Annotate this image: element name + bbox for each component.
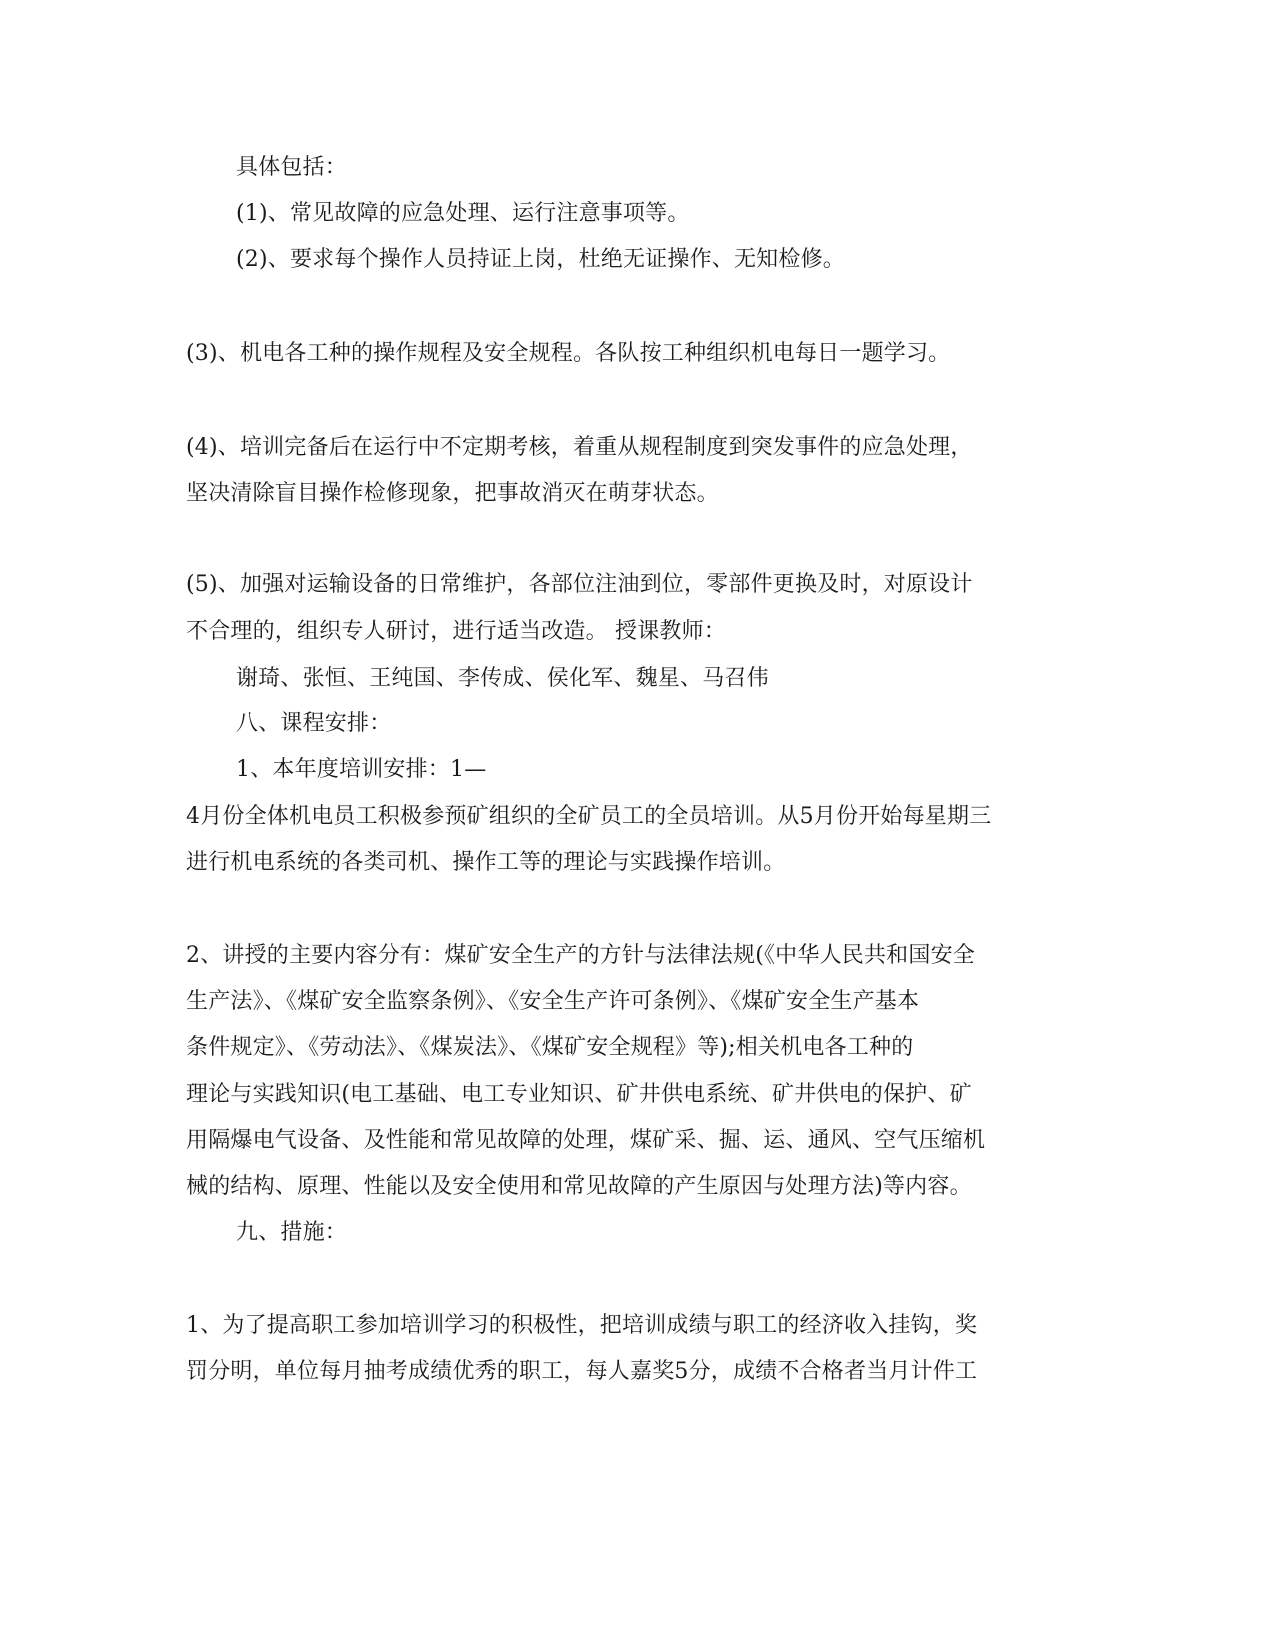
text-line: 2、讲授的主要内容分有：煤矿安全生产的方针与法律法规(《中华人民共和国安全 bbox=[186, 943, 975, 968]
text-line: 1、本年度培训安排：1— bbox=[236, 757, 487, 782]
text-line: 械的结构、原理、性能以及安全使用和常见故障的产生原因与处理方法)等内容。 bbox=[186, 1174, 972, 1199]
text-line: 用隔爆电气设备、及性能和常见故障的处理，煤矿采、掘、运、通风、空气压缩机 bbox=[186, 1128, 986, 1153]
text-line: 4月份全体机电员工积极参预矿组织的全矿员工的全员培训。从5月份开始每星期三 bbox=[186, 804, 992, 829]
text-line: (2)、要求每个操作人员持证上岗，杜绝无证操作、无知检修。 bbox=[236, 247, 845, 272]
text-line: (4)、培训完备后在运行中不定期考核，着重从规程制度到突发事件的应急处理， bbox=[186, 435, 973, 460]
text-line: 罚分明，单位每月抽考成绩优秀的职工，每人嘉奖5分，成绩不合格者当月计件工 bbox=[186, 1359, 978, 1384]
text-line: 坚决清除盲目操作检修现象，把事故消灭在萌芽状态。 bbox=[186, 481, 719, 506]
section-heading: 九、措施： bbox=[236, 1220, 348, 1245]
section-heading: 八、课程安排： bbox=[236, 711, 392, 736]
text-line: 谢琦、张恒、王纯国、李传成、侯化军、魏星、马召伟 bbox=[236, 666, 769, 691]
text-line: 具体包括： bbox=[236, 155, 348, 180]
text-line: (5)、加强对运输设备的日常维护，各部位注油到位，零部件更换及时，对原设计 bbox=[186, 572, 973, 597]
text-line: 不合理的，组织专人研讨，进行适当改造。 授课教师： bbox=[186, 619, 726, 644]
text-line: 条件规定》、《劳动法》、《煤炭法》、《煤矿安全规程》等);相关机电各工种的 bbox=[186, 1035, 914, 1060]
text-line: (1)、常见故障的应急处理、运行注意事项等。 bbox=[236, 201, 690, 226]
text-line: 进行机电系统的各类司机、操作工等的理论与实践操作培训。 bbox=[186, 850, 786, 875]
text-line: 生产法》、《煤矿安全监察条例》、《安全生产许可条例》、《煤矿安全生产基本 bbox=[186, 989, 920, 1014]
text-line: 1、为了提高职工参加培训学习的积极性，把培训成绩与职工的经济收入挂钩，奖 bbox=[186, 1313, 978, 1338]
text-line: 理论与实践知识(电工基础、电工专业知识、矿井供电系统、矿井供电的保护、矿 bbox=[186, 1082, 972, 1107]
text-line: (3)、机电各工种的操作规程及安全规程。各队按工种组织机电每日一题学习。 bbox=[186, 341, 951, 366]
